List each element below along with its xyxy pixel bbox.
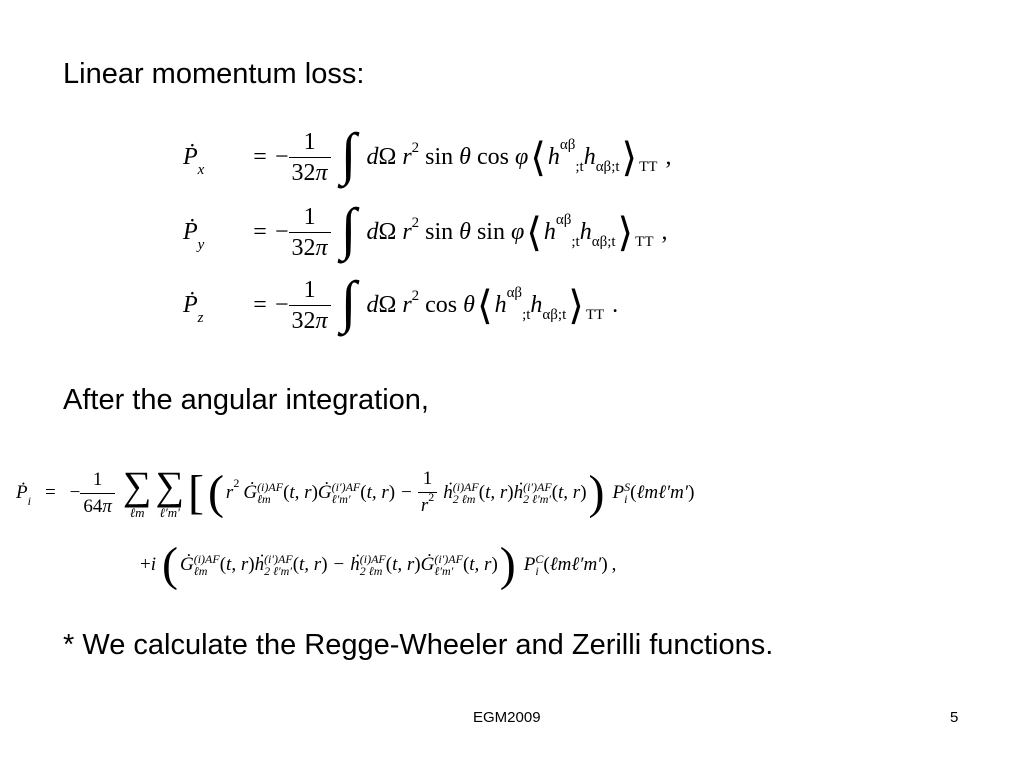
equation-pi-line-1: Ṗ i = − $\frac{1}{64\pi}$ ∑ ℓm ∑ ℓ′m′ [ ( r 2 Ġ (i)AF ℓm (t, r) Ġ (i′)AF ℓ′m′ (t, r) − $\frac{1}{r^2}$ ḣ (i)AF 2 ℓm (t, r) ḣ (i′)AF 2 ℓ′m′ (t, r) ) P S i (ℓmℓ′m′) bbox=[16, 463, 695, 520]
equation-px: Ṗ$_x$ = − $\frac{1}{32\pi}$ ∫ dΩ $r^2$ sin θ cos φ ⟨ h αβ ;t h αβ;t ⟩ TT , bbox=[183, 121, 672, 186]
bullet-regge-wheeler-zerilli: * We calculate the Regge-Wheeler and Zerilli functions. bbox=[63, 629, 774, 661]
footer-page-number: 5 bbox=[950, 709, 959, 726]
footer-conference-label: EGM2009 bbox=[473, 709, 541, 726]
heading-after-angular-integration: After the angular integration, bbox=[63, 384, 429, 416]
heading-linear-momentum-loss: Linear momentum loss: bbox=[63, 58, 365, 90]
equation-pi-line-2: +i ( Ġ (i)AF ℓm (t, r) ḣ (i′)AF 2 ℓ′m′ (t, r) − ḣ (i)AF 2 ℓm (t, r) Ġ (i′)AF ℓ′m′ (t, r) ) P C i (ℓmℓ′m′) , bbox=[140, 538, 617, 591]
equation-py: Ṗ$_y$ = − $\frac{1}{32\pi}$ ∫ dΩ $r^2$ sin θ sin φ ⟨ h αβ ;t h αβ;t ⟩ TT , bbox=[183, 196, 668, 261]
equation-pz: Ṗ$_z$ = − $\frac{1}{32\pi}$ ∫ dΩ $r^2$ cos θ ⟨ h αβ ;t h αβ;t ⟩ TT . bbox=[183, 269, 619, 334]
